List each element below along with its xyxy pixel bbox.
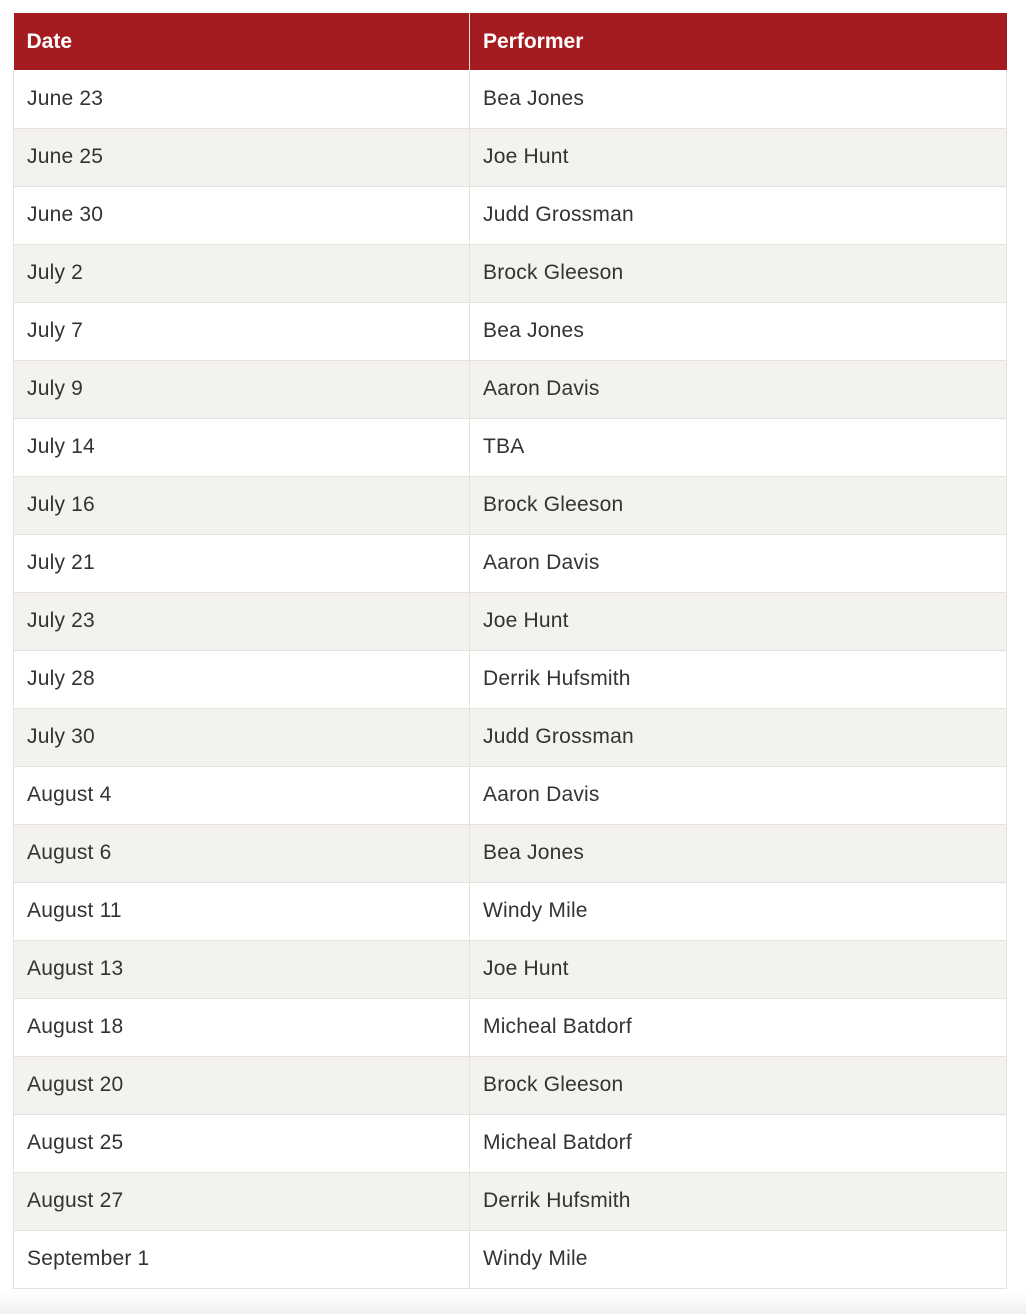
performer-cell: Bea Jones <box>470 70 1007 128</box>
performer-cell: Aaron Davis <box>470 534 1007 592</box>
performer-cell: Derrik Hufsmith <box>470 1172 1007 1230</box>
table-row <box>14 766 1007 824</box>
performer-cell: Windy Mile <box>470 1230 1007 1288</box>
table-row <box>14 534 1007 592</box>
performer-cell: Bea Jones <box>470 302 1007 360</box>
performer-cell: Joe Hunt <box>470 592 1007 650</box>
table-row <box>14 650 1007 708</box>
table-row <box>14 1056 1007 1114</box>
date-cell: August 20 <box>14 1056 470 1114</box>
performance-schedule-table <box>13 13 1007 1289</box>
table-row <box>14 708 1007 766</box>
date-cell: August 13 <box>14 940 470 998</box>
performer-cell: Micheal Batdorf <box>470 1114 1007 1172</box>
date-cell: August 25 <box>14 1114 470 1172</box>
date-cell: July 28 <box>14 650 470 708</box>
performer-cell: Judd Grossman <box>470 708 1007 766</box>
table-row <box>14 592 1007 650</box>
table-row <box>14 476 1007 534</box>
table-row <box>14 186 1007 244</box>
date-cell: July 14 <box>14 418 470 476</box>
table-row <box>14 418 1007 476</box>
performer-cell: Brock Gleeson <box>470 476 1007 534</box>
performer-cell: Windy Mile <box>470 882 1007 940</box>
page-bottom-shadow <box>0 1292 1026 1314</box>
table-row <box>14 1230 1007 1288</box>
table-row <box>14 824 1007 882</box>
table-row <box>14 302 1007 360</box>
table-body <box>14 70 1007 1288</box>
performer-cell: Brock Gleeson <box>470 244 1007 302</box>
performer-cell: Derrik Hufsmith <box>470 650 1007 708</box>
date-cell: August 27 <box>14 1172 470 1230</box>
date-cell: July 9 <box>14 360 470 418</box>
schedule-table-container <box>13 13 1006 1289</box>
performer-column-header: Performer <box>470 13 1007 70</box>
date-cell: June 25 <box>14 128 470 186</box>
performer-cell: Micheal Batdorf <box>470 998 1007 1056</box>
table-row <box>14 1172 1007 1230</box>
header-row <box>14 13 1007 70</box>
performer-cell: Aaron Davis <box>470 766 1007 824</box>
table-row <box>14 998 1007 1056</box>
date-cell: July 21 <box>14 534 470 592</box>
date-cell: July 16 <box>14 476 470 534</box>
table-row <box>14 70 1007 128</box>
date-column-header: Date <box>14 13 470 70</box>
date-cell: September 1 <box>14 1230 470 1288</box>
date-cell: July 2 <box>14 244 470 302</box>
table-row <box>14 244 1007 302</box>
performer-cell: Bea Jones <box>470 824 1007 882</box>
date-cell: June 30 <box>14 186 470 244</box>
performer-cell: Judd Grossman <box>470 186 1007 244</box>
date-cell: August 4 <box>14 766 470 824</box>
performer-cell: TBA <box>470 418 1007 476</box>
performer-cell: Joe Hunt <box>470 128 1007 186</box>
date-cell: August 6 <box>14 824 470 882</box>
date-cell: July 30 <box>14 708 470 766</box>
date-cell: June 23 <box>14 70 470 128</box>
performer-cell: Aaron Davis <box>470 360 1007 418</box>
table-row <box>14 940 1007 998</box>
table-row <box>14 128 1007 186</box>
date-cell: July 7 <box>14 302 470 360</box>
table-row <box>14 360 1007 418</box>
date-cell: August 18 <box>14 998 470 1056</box>
date-cell: July 23 <box>14 592 470 650</box>
table-row <box>14 882 1007 940</box>
table-row <box>14 1114 1007 1172</box>
performer-cell: Joe Hunt <box>470 940 1007 998</box>
date-cell: August 11 <box>14 882 470 940</box>
performer-cell: Brock Gleeson <box>470 1056 1007 1114</box>
table-header <box>14 13 1007 70</box>
